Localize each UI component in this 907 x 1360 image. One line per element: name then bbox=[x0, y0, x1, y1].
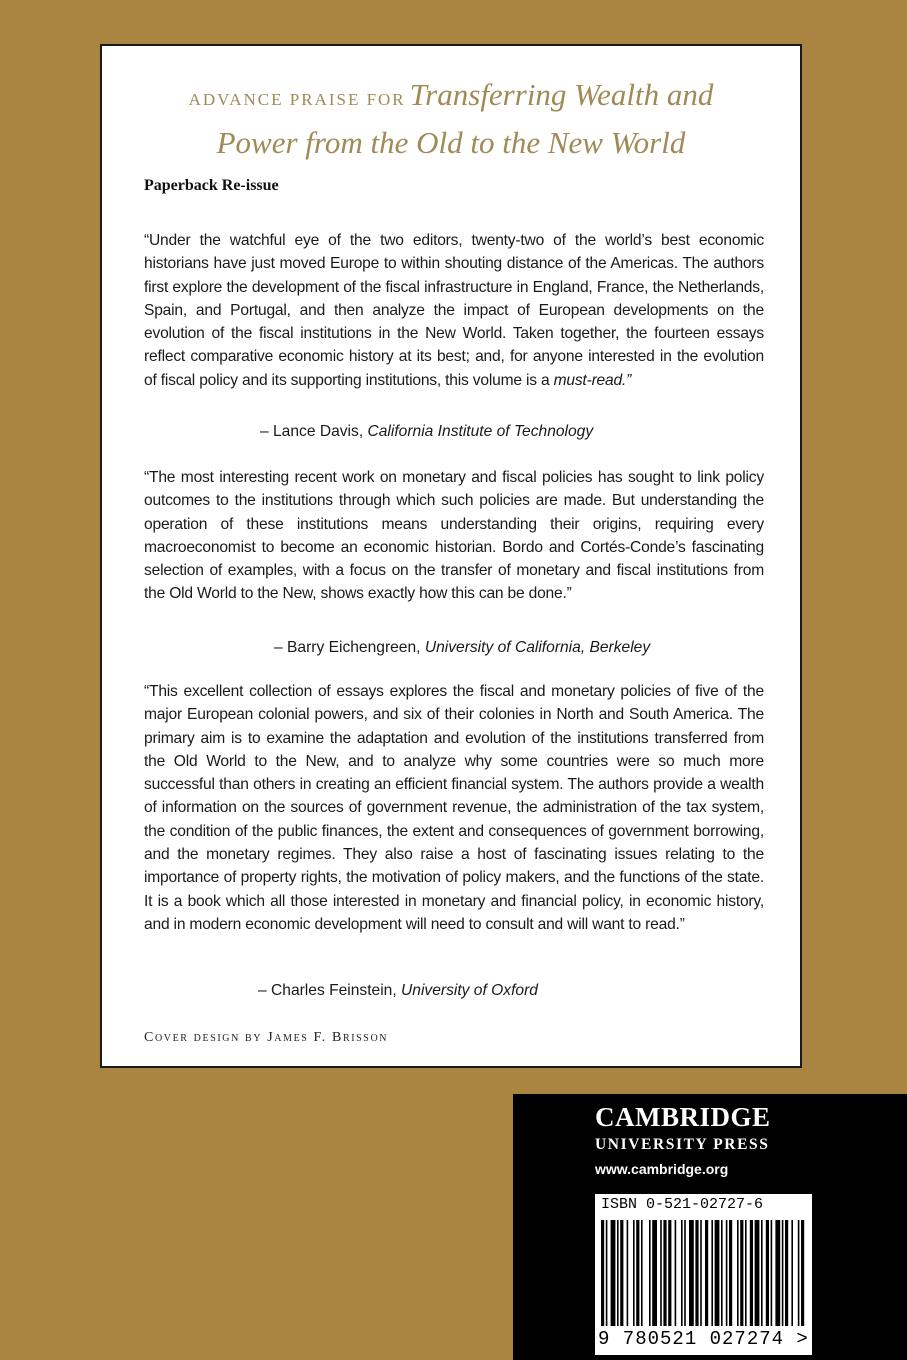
barcode-bar bbox=[660, 1220, 662, 1326]
barcode-bar bbox=[668, 1220, 671, 1326]
book-title-line1: Transferring Wealth and bbox=[409, 77, 714, 112]
barcode-bar bbox=[611, 1220, 616, 1326]
praise-panel bbox=[100, 44, 802, 1068]
barcode-bar bbox=[617, 1220, 619, 1326]
attribution-author: – Charles Feinstein, bbox=[258, 982, 402, 999]
title-prefix: ADVANCE PRAISE FOR bbox=[188, 90, 406, 109]
barcode-bar bbox=[675, 1220, 677, 1326]
barcode-bar bbox=[785, 1220, 788, 1326]
barcode-bar bbox=[750, 1220, 753, 1326]
barcode-bar bbox=[700, 1220, 702, 1326]
quote-text: “Under the watchful eye of the two editors, twenty-two of the world’s best economic historians have just moved Europe to within shouting distance of the Americas. The authors first explore the development of the fiscal infrastructure in England, France, the Netherlands, Spain, and Portugal, and then analyze the impact of European developments on the evolution of the fiscal institutions in the New World. Taken together, the fourteen essays reflect comparative economic history at its best; and, for anyone interested in the evolution of fiscal policy and its supporting institutions, this volume is a bbox=[144, 232, 764, 389]
attribution-affiliation: California Institute of Technology bbox=[367, 423, 594, 440]
barcode-bar bbox=[689, 1220, 694, 1326]
barcode-bar bbox=[606, 1220, 608, 1326]
book-title-block bbox=[102, 74, 800, 164]
ean-number: 9 780521 027274 > bbox=[598, 1328, 809, 1350]
book-title-line2: Power from the Old to the New World bbox=[216, 125, 686, 160]
publisher-block bbox=[513, 1094, 907, 1360]
barcode-bar bbox=[737, 1220, 739, 1326]
barcode-bar bbox=[695, 1220, 698, 1326]
barcode-bar bbox=[766, 1220, 769, 1326]
barcode-bar bbox=[663, 1220, 666, 1326]
attribution-eichengreen bbox=[274, 636, 650, 659]
barcode-bar bbox=[791, 1220, 793, 1326]
attribution-author: – Barry Eichengreen, bbox=[274, 639, 425, 656]
barcode-bar bbox=[715, 1220, 720, 1326]
quote-feinstein bbox=[144, 680, 764, 936]
barcode-bar bbox=[649, 1220, 651, 1326]
barcode-bar bbox=[636, 1220, 639, 1326]
barcode-bar bbox=[627, 1220, 629, 1326]
barcode-bar bbox=[775, 1220, 780, 1326]
barcode-bar bbox=[620, 1220, 623, 1326]
barcode-bar bbox=[726, 1220, 728, 1326]
barcode-bar bbox=[740, 1220, 743, 1326]
barcode-bar bbox=[729, 1220, 732, 1326]
quote-davis bbox=[144, 229, 764, 392]
barcode-bar bbox=[601, 1220, 604, 1326]
quote-emphasis: must-read.” bbox=[553, 371, 632, 389]
publisher-name: CAMBRIDGE bbox=[595, 1102, 771, 1132]
attribution-affiliation: University of California, Berkeley bbox=[424, 639, 651, 656]
attribution-affiliation: University of Oxford bbox=[401, 982, 538, 999]
attribution-feinstein bbox=[258, 979, 538, 1002]
barcode-bar bbox=[782, 1220, 784, 1326]
quote-eichengreen bbox=[144, 466, 764, 606]
publisher-website: www.cambridge.org bbox=[595, 1161, 729, 1177]
quote-text: “The most interesting recent work on monetary and fiscal policies has sought to link policy outcomes to the institutions through which such policies are made. But understanding the operation of these institutions means understanding their origins, requiring every macroeconomist to become an economic historian. Bordo and Cortés-Conde’s fascinating selection of examples, with a focus on the transfer of monetary and fiscal institutions from the Old World to the New, shows exactly how this can be done.” bbox=[144, 469, 764, 603]
barcode-bar bbox=[755, 1220, 760, 1326]
barcode-bar bbox=[721, 1220, 723, 1326]
barcode-bar bbox=[761, 1220, 763, 1326]
barcode-bar bbox=[641, 1220, 643, 1326]
barcode-bar bbox=[681, 1220, 683, 1326]
barcode-icon bbox=[597, 1220, 810, 1328]
barcode-bar bbox=[798, 1220, 800, 1326]
attribution-author: – Lance Davis, bbox=[260, 423, 368, 440]
barcode-bar bbox=[745, 1220, 747, 1326]
attribution-davis bbox=[260, 420, 593, 443]
barcode-label bbox=[595, 1194, 812, 1355]
isbn-number: ISBN 0-521-02727-6 bbox=[601, 1196, 764, 1213]
barcode-bar bbox=[684, 1220, 686, 1326]
barcode-bar bbox=[801, 1220, 804, 1326]
barcode-bar bbox=[633, 1220, 635, 1326]
publisher-press: UNIVERSITY PRESS bbox=[595, 1136, 770, 1153]
barcode-bar bbox=[711, 1220, 713, 1326]
paperback-subhead: Paperback Re-issue bbox=[144, 177, 279, 194]
barcode-bar bbox=[705, 1220, 708, 1326]
quote-text: “This excellent collection of essays explores the fiscal and monetary policies of five of the major European colonial powers, and six of their colonies in North and South America. The primary aim is to examine the adaptation and evolution of the institutions transferred from the Old World to the New, and to analyze why some countries were so much more successful than others in creating an efficient financial system. The authors provide a wealth of information on the sources of government revenue, the administration of the tax system, the condition of the public finances, the extent and consequences of government borrowing, and the monetary regimes. They also raise a host of fascinating issues relating to the importance of property rights, the motivation of policy makers, and the functions of the state. It is a book which all those interested in monetary and financial policy, in economic history, and in modern economic development will need to consult and will want to read.” bbox=[144, 683, 764, 933]
cover-design-credit: Cover design by James F. Brisson bbox=[144, 1030, 389, 1045]
barcode-bar bbox=[771, 1220, 773, 1326]
barcode-bar bbox=[652, 1220, 657, 1326]
